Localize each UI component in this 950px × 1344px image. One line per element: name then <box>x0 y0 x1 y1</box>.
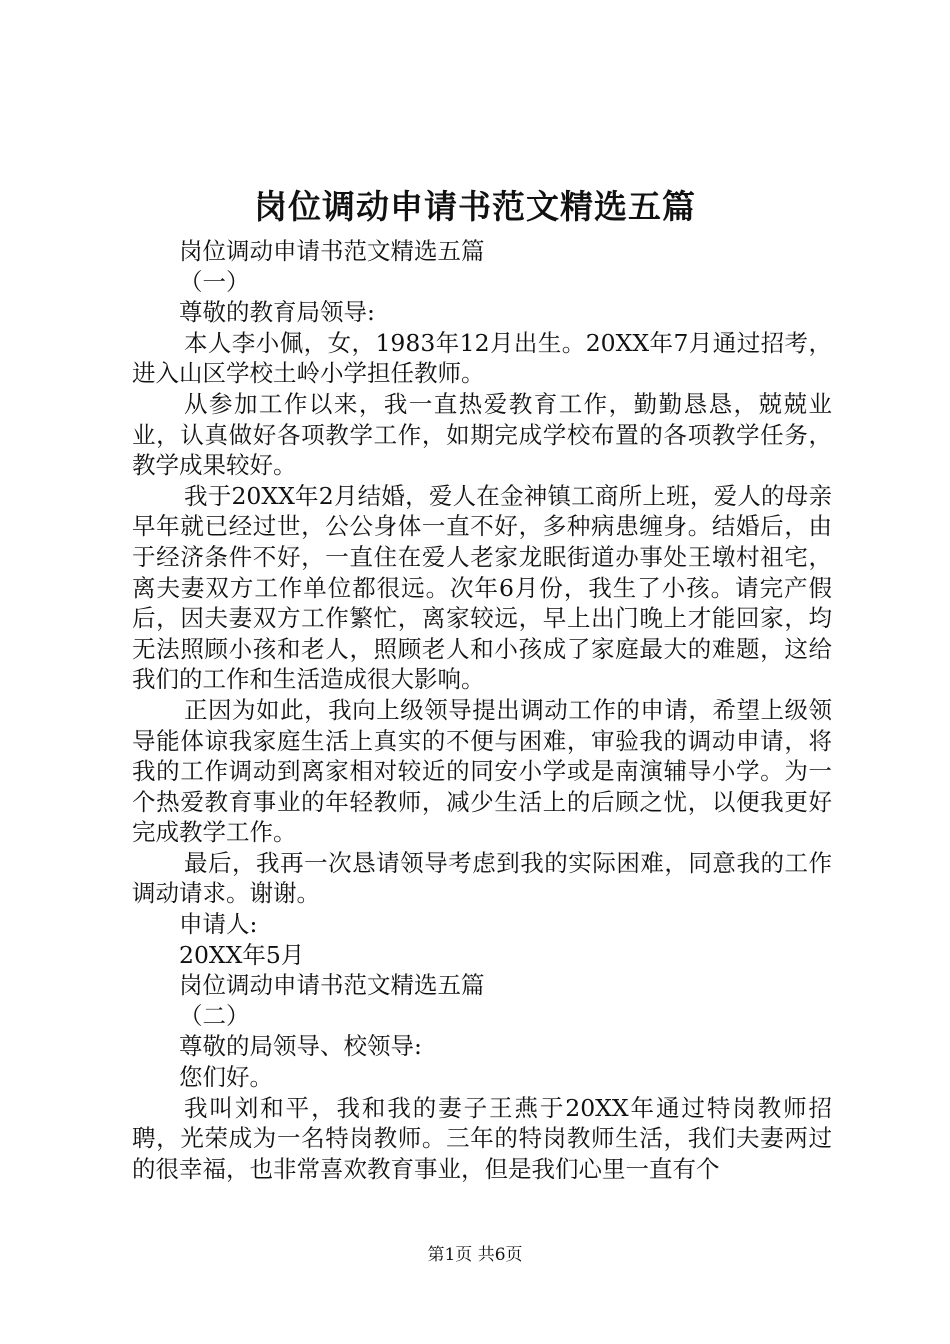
applicant-label: 申请人: <box>179 910 258 939</box>
paragraph-heading: 岗位调动申请书范文精选五篇 <box>179 237 485 265</box>
paragraph: 最后，我再一次恳请领导考虑到我的实际困难，同意我的工作调动请求。谢谢。 <box>132 848 832 908</box>
paragraph: 本人李小佩，女，1983年12月出生。20XX年7月通过招考，进入山区学校土岭小学担任教师。 <box>132 328 832 388</box>
page-indicator: 第1页 共6页 <box>427 1245 523 1265</box>
date-line: 20XX年5月 <box>179 940 305 969</box>
paragraph: 我叫刘和平，我和我的妻子王燕于20XX年通过特岗教师招聘，光荣成为一名特岗教师。三年的特岗教师生活，我们夫妻两过的很幸福，也非常喜欢教育事业，但是我们心里一直有个 <box>132 1093 832 1183</box>
paragraph: 我于20XX年2月结婚，爱人在金神镇工商所上班，爱人的母亲早年就已经过世，公公身体一直不好，多种病患缠身。结婚后，由于经济条件不好，一直住在爱人老家龙眠街道办事处王墩村祖宅，离夫妻双方工作单位都很远。次年6月份，我生了小孩。请完产假后，因夫妻双方工作繁忙，离家较远，早上出门晚上才能回家，均无法照顾小孩和老人，照顾老人和小孩成了家庭最大的难题，这给我们的工作和生活造成很大影响。 <box>132 481 832 694</box>
section-number: （一） <box>179 267 250 296</box>
document-title: 岗位调动申请书范文精选五篇 <box>254 187 696 226</box>
salutation: 尊敬的教育局领导: <box>179 298 375 327</box>
section-number: （二） <box>179 1001 250 1030</box>
greeting: 您们好。 <box>179 1063 273 1092</box>
document-body <box>132 236 832 1184</box>
paragraph: 从参加工作以来，我一直热爱教育工作，勤勤恳恳，兢兢业业，认真做好各项教学工作，如期完成学校布置的各项教学任务，教学成果较好。 <box>132 389 832 480</box>
paragraph: 正因为如此，我向上级领导提出调动工作的申请，希望上级领导能体谅我家庭生活上真实的不便与困难，审验我的调动申请，将我的工作调动到离家相对较近的同安小学或是南演辅导小学。为一个热爱教育事业的年轻教师，减少生活上的后顾之忧，以便我更好完成教学工作。 <box>132 695 832 847</box>
paragraph-heading: 岗位调动申请书范文精选五篇 <box>179 971 485 1000</box>
salutation: 尊敬的局领导、校领导: <box>179 1032 422 1061</box>
